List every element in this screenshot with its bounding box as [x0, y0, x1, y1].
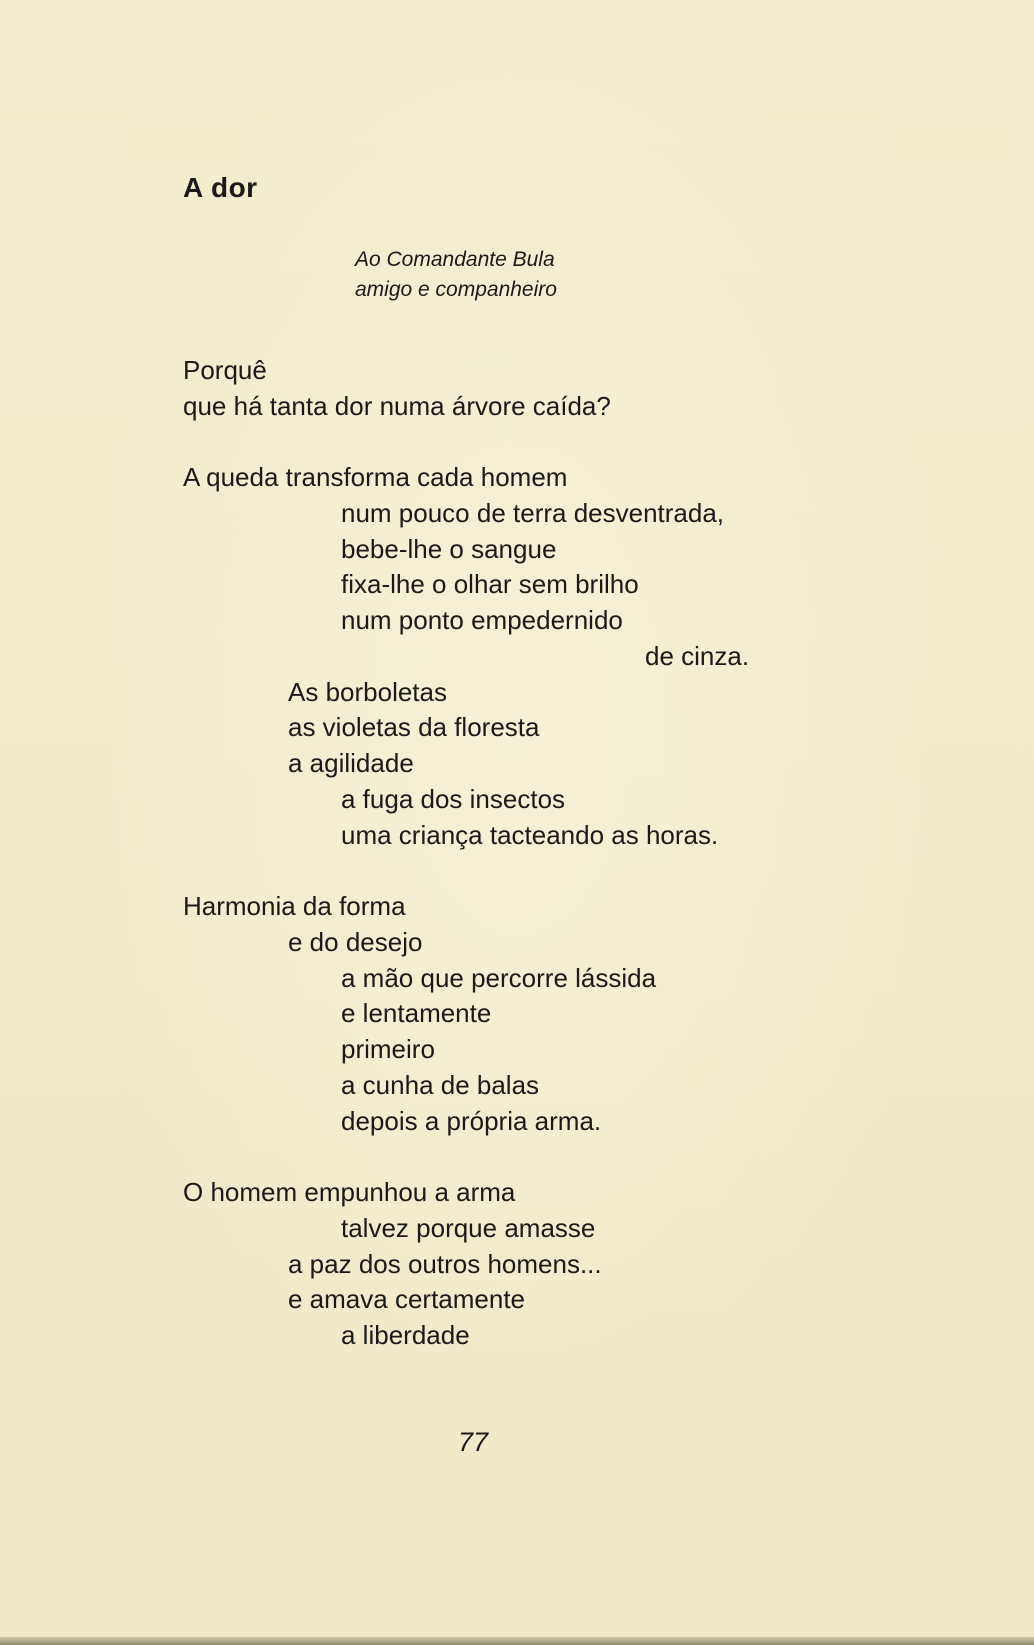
poem-line: bebe-lhe o sangue [341, 534, 557, 564]
poem-line: fixa-lhe o olhar sem brilho [341, 569, 639, 599]
poem-line: a liberdade [341, 1320, 470, 1350]
poem-line: e do desejo [288, 927, 423, 957]
poem-line: talvez porque amasse [341, 1213, 596, 1243]
dedication-line: amigo e companheiro [355, 278, 557, 301]
poem-line: depois a própria arma. [341, 1106, 602, 1136]
poem-title: A dor [183, 172, 258, 203]
poem-line: a paz dos outros homens... [288, 1249, 602, 1279]
poem-line: e amava certamente [288, 1284, 526, 1314]
poem-line: e lentamente [341, 998, 492, 1028]
poem-line: As borboletas [288, 677, 447, 707]
poem-line: que há tanta dor numa árvore caída? [183, 391, 611, 421]
poem-line: num pouco de terra desventrada, [341, 498, 725, 528]
page-bottom-edge [0, 1637, 1034, 1645]
poem-line: uma criança tacteando as horas. [341, 820, 719, 850]
poem-line: a mão que percorre lássida [341, 963, 657, 993]
poem-line: Harmonia da forma [183, 891, 406, 921]
poem-line: as violetas da floresta [288, 712, 540, 742]
poem-line: O homem empunhou a arma [183, 1177, 516, 1207]
dedication-line: Ao Comandante Bula [355, 248, 555, 271]
poem-line: Porquê [183, 355, 267, 385]
poem-line: num ponto empedernido [341, 605, 623, 635]
poem-line: A queda transforma cada homem [183, 462, 568, 492]
poem-line: a cunha de balas [341, 1070, 540, 1100]
poem-line: primeiro [341, 1034, 435, 1064]
page-number: 77 [458, 1427, 489, 1457]
poem-line: a agilidade [288, 748, 414, 778]
poem-line: de cinza. [645, 641, 750, 671]
poem-line: a fuga dos insectos [341, 784, 566, 814]
